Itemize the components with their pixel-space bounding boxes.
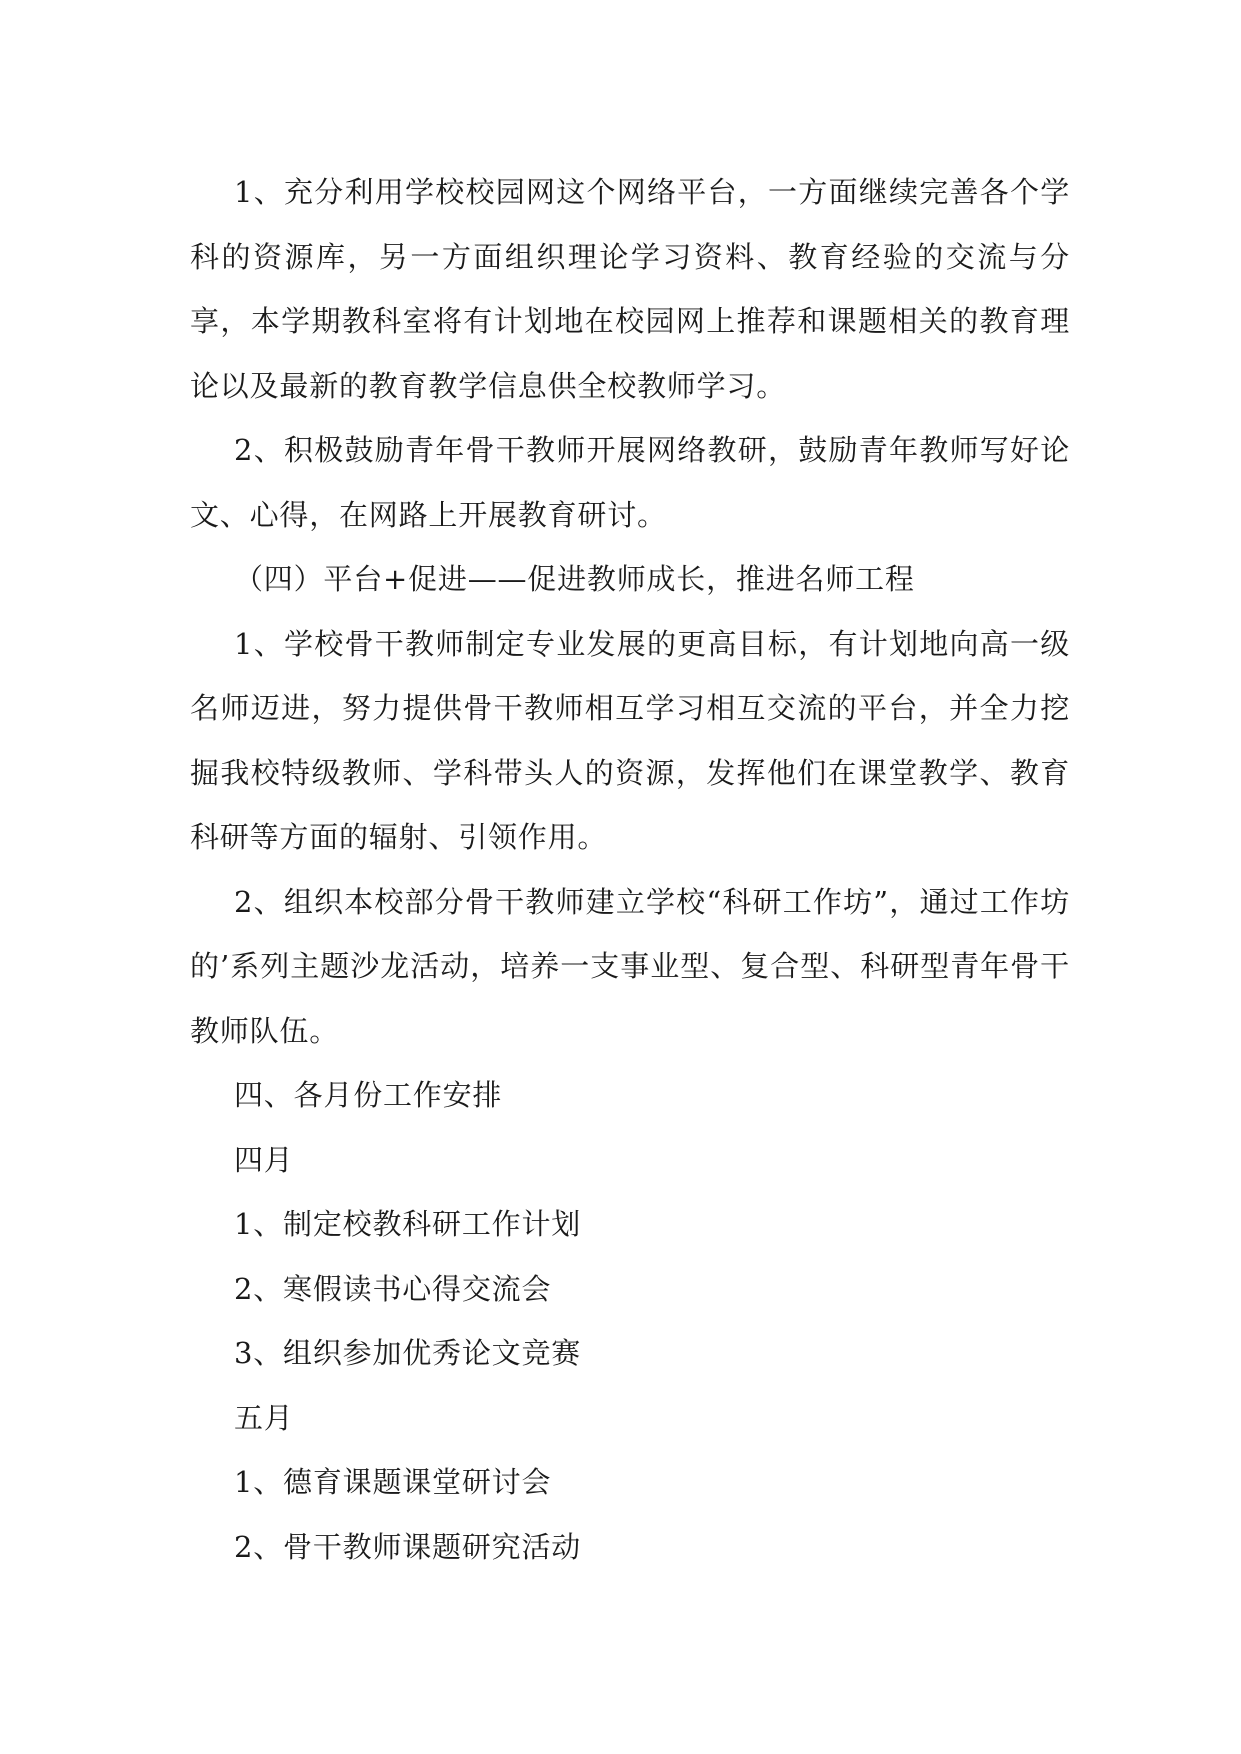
paragraph-research-workshop: 2、组织本校部分骨干教师建立学校“科研工作坊”，通过工作坊的’系列主题沙龙活动，培养一支事业型、复合型、科研型青年骨干教师队伍。 [190, 884, 1070, 1048]
month-heading-may: 五月 [234, 1400, 294, 1435]
month-heading-april: 四月 [234, 1142, 294, 1177]
list-item: 2、寒假读书心得交流会 [234, 1271, 552, 1306]
paragraph-online-research: 2、积极鼓励青年骨干教师开展网络教研，鼓励青年教师写好论文、心得，在网路上开展教育研讨。 [190, 433, 1070, 532]
list-item: 2、骨干教师课题研究活动 [234, 1529, 582, 1564]
section-heading-monthly-schedule: 四、各月份工作安排 [234, 1078, 503, 1112]
document-body [190, 160, 1070, 1579]
section-heading-platform-promotion: （四）平台+促进——促进教师成长，推进名师工程 [234, 562, 915, 596]
list-item: 1、制定校教科研工作计划 [234, 1207, 582, 1241]
paragraph-network-platform: 1、充分利用学校校园网这个网络平台，一方面继续完善各个学科的资源库，另一方面组织理论学习资料、教育经验的交流与分享，本学期教科室将有计划地在校园网上推荐和课题相关的教育理论以及最新的教育教学信息供全校教师学习。 [190, 175, 1070, 403]
paragraph-backbone-teachers: 1、学校骨干教师制定专业发展的更高目标，有计划地向高一级名师迈进，努力提供骨干教师相互学习相互交流的平台，并全力挖掘我校特级教师、学科带头人的资源，发挥他们在课堂教学、教育科研等方面的辐射、引领作用。 [190, 626, 1070, 854]
list-item: 1、德育课题课堂研讨会 [234, 1465, 552, 1499]
list-item: 3、组织参加优秀论文竞赛 [234, 1336, 582, 1370]
